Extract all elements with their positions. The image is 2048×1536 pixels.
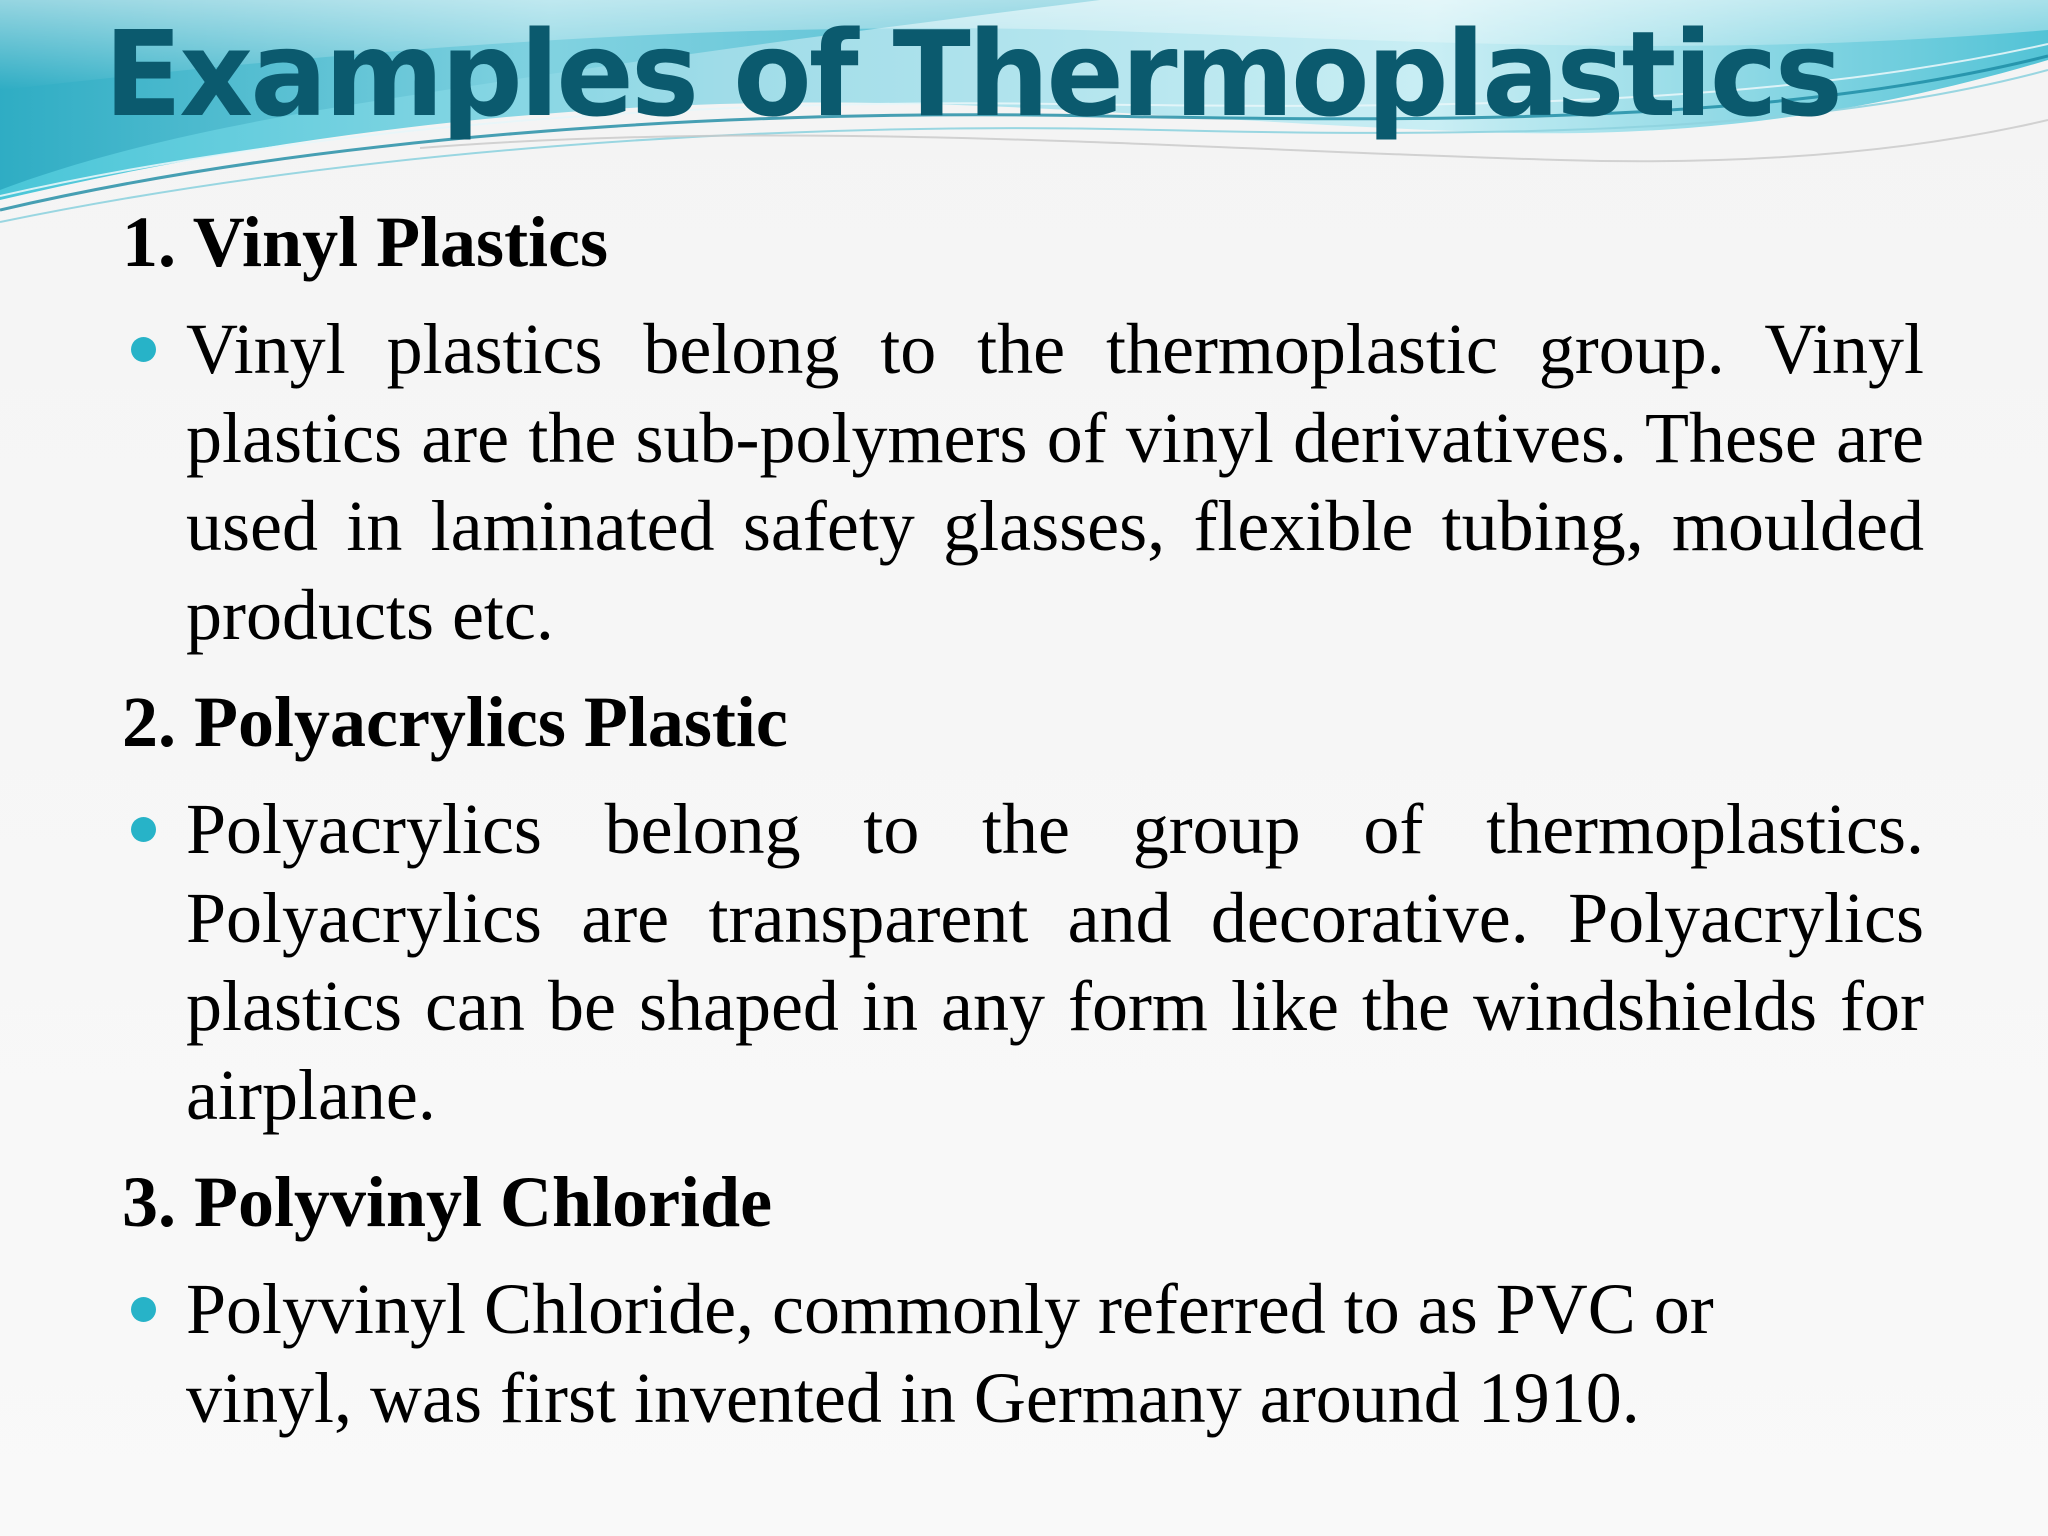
section-heading-polyvinyl-chloride: 3. Polyvinyl Chloride (122, 1162, 773, 1242)
section-heading-polyacrylics-plastic: 2. Polyacrylics Plastic (122, 682, 788, 762)
bullet-icon (131, 337, 156, 362)
section-text-vinyl-plastics: Vinyl plastics belong to the thermoplastic group. Vinyl plastics are the sub-polymers of vinyl derivatives. These are used in laminated safety glasses, flexible tubing, moulded products etc. (186, 309, 1924, 655)
section-text-polyvinyl-chloride: Polyvinyl Chloride, commonly referred to as PVC or vinyl, was first invented in Germany around 1910. (186, 1269, 1714, 1438)
section-heading-vinyl-plastics: 1. Vinyl Plastics (122, 202, 609, 282)
section-text-polyacrylics-plastic: Polyacrylics belong to the group of thermoplastics. Polyacrylics are transparent and decorative. Polyacrylics plastics can be shaped in any form like the windshields for airplane. (186, 789, 1924, 1135)
slide-title: Examples of Thermoplastics (104, 5, 1840, 143)
bullet-icon (131, 1297, 156, 1322)
bullet-icon (131, 817, 156, 842)
